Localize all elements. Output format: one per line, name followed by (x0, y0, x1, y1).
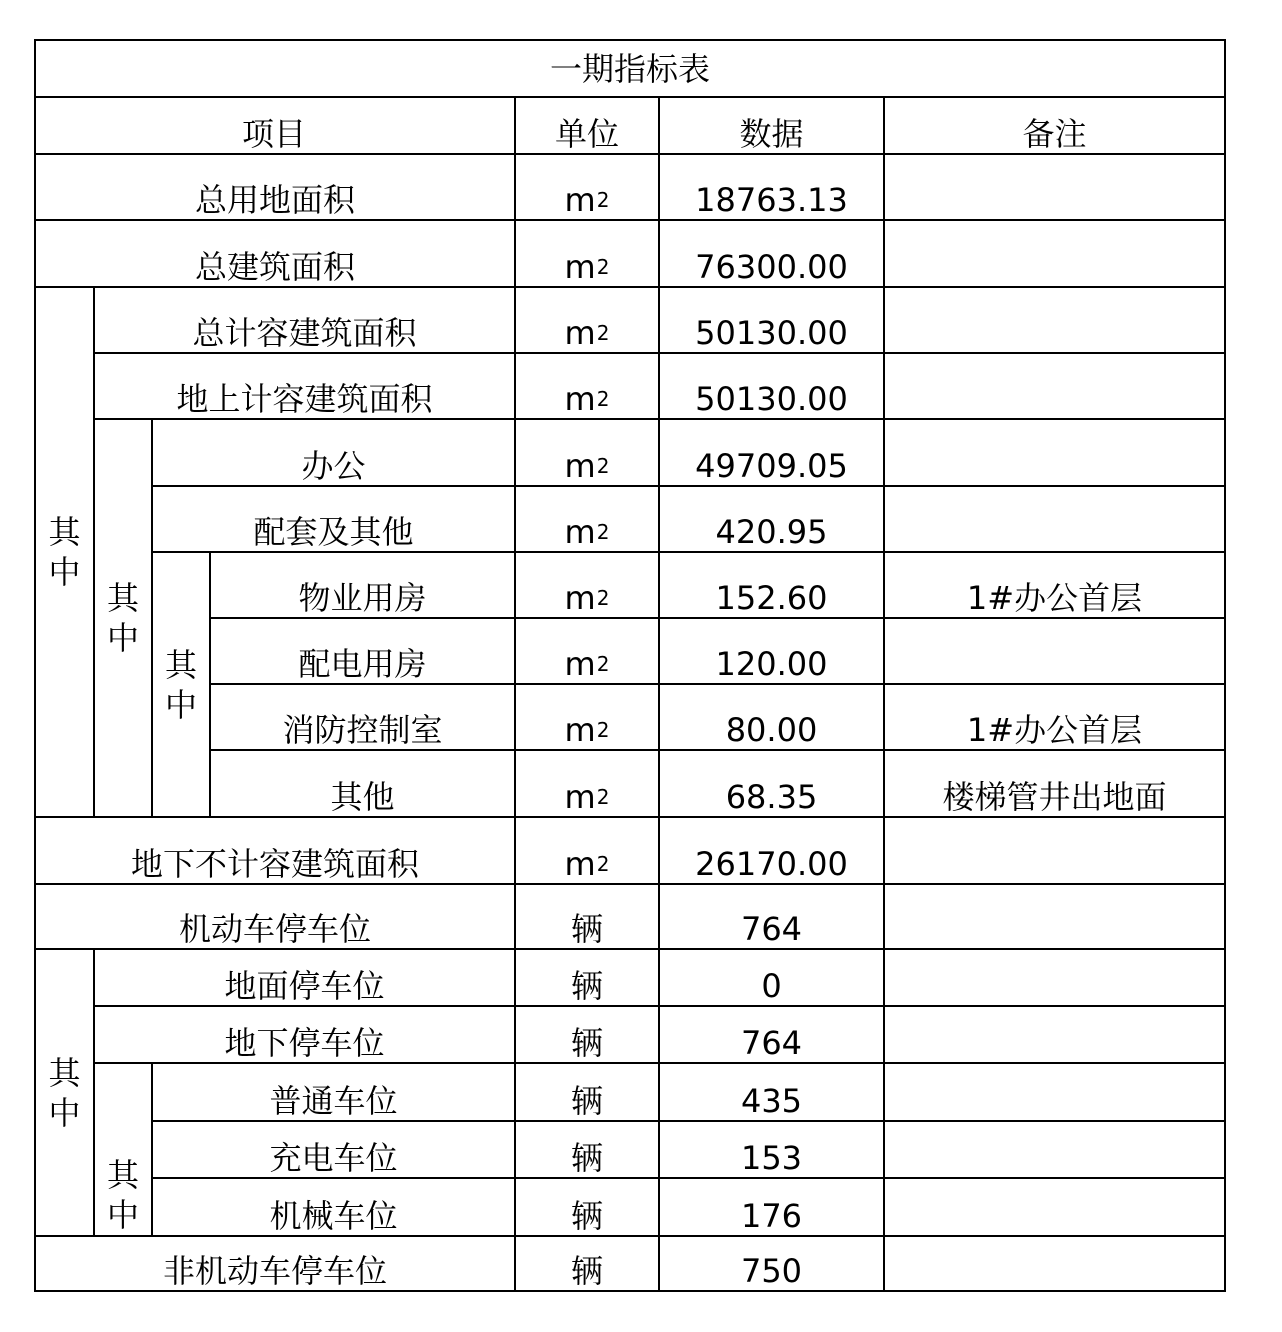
row-label: 总用地面积 (194, 181, 355, 219)
row-note (885, 1237, 1224, 1290)
row-value: 49709.05 (695, 447, 848, 485)
row-value: 18763.13 (695, 181, 848, 219)
row-note (885, 818, 1224, 883)
row-label: 配套及其他 (253, 513, 414, 551)
row-value: 152.60 (715, 579, 828, 617)
row-unit: 辆 (570, 1139, 603, 1177)
row-value: 50130.00 (695, 314, 848, 352)
row-label: 配电用房 (298, 645, 427, 683)
row-value: 50130.00 (695, 380, 848, 418)
header-data: 数据 (739, 115, 804, 153)
row-label: 其他 (330, 778, 395, 816)
row-label: 机械车位 (269, 1197, 398, 1235)
row-note (885, 950, 1224, 1005)
qizhong-label-2: 其 中 (106, 579, 139, 657)
row-label: 地下停车位 (224, 1024, 385, 1062)
row-label: 总建筑面积 (194, 248, 355, 286)
row-label: 地面停车位 (224, 967, 385, 1005)
row-unit: 辆 (570, 1024, 603, 1062)
row-note: 1#办公首层 (966, 711, 1143, 749)
row-note (885, 1122, 1224, 1177)
header-unit: 单位 (554, 115, 619, 153)
row-label: 总计容建筑面积 (192, 314, 417, 352)
row-note (885, 221, 1224, 286)
row-value: 76300.00 (695, 248, 848, 286)
row-label: 普通车位 (269, 1082, 398, 1120)
row-note (885, 619, 1224, 683)
row-unit: m 2 (564, 845, 610, 883)
row-label: 非机动车停车位 (162, 1252, 387, 1290)
row-note (885, 487, 1224, 551)
row-unit: m 2 (564, 380, 610, 418)
row-unit: m 2 (564, 778, 610, 816)
row-value: 750 (740, 1252, 803, 1290)
row-value: 764 (740, 910, 803, 948)
row-note (885, 1179, 1224, 1235)
row-value: 435 (740, 1082, 803, 1120)
row-note: 1#办公首层 (966, 579, 1143, 617)
row-unit: 辆 (570, 1252, 603, 1290)
row-note: 楼梯管井出地面 (942, 778, 1167, 816)
row-unit: m 2 (564, 513, 610, 551)
row-unit: 辆 (570, 1197, 603, 1235)
row-value: 0 (761, 967, 782, 1005)
row-unit: m 2 (564, 248, 610, 286)
row-value: 420.95 (715, 513, 828, 551)
row-unit: m 2 (564, 645, 610, 683)
row-unit: 辆 (570, 1082, 603, 1120)
row-note (885, 885, 1224, 948)
header-note: 备注 (1022, 115, 1087, 153)
qizhong-label-4: 其 中 (48, 1053, 81, 1132)
row-label: 机动车停车位 (178, 910, 371, 948)
row-label: 物业用房 (298, 579, 427, 617)
qizhong-label-5: 其 中 (106, 1156, 139, 1234)
row-unit: 辆 (570, 910, 603, 948)
row-unit: 辆 (570, 967, 603, 1005)
row-value: 80.00 (725, 711, 818, 749)
row-label: 地下不计容建筑面积 (130, 845, 419, 883)
row-label: 地上计容建筑面积 (176, 380, 433, 418)
row-value: 153 (740, 1139, 803, 1177)
row-value: 176 (740, 1197, 803, 1235)
row-unit: m 2 (564, 579, 610, 617)
row-label: 办公 (301, 447, 366, 485)
qizhong-label-3: 其 中 (164, 645, 197, 724)
qizhong-label-1: 其 中 (48, 513, 81, 591)
row-note (885, 354, 1224, 418)
row-label: 消防控制室 (282, 711, 443, 749)
row-note (885, 155, 1224, 219)
row-value: 120.00 (715, 645, 828, 683)
row-value: 68.35 (725, 778, 818, 816)
row-unit: m 2 (564, 314, 610, 352)
row-note (885, 420, 1224, 485)
row-unit: m 2 (564, 181, 610, 219)
row-note (885, 1007, 1224, 1062)
row-unit: m 2 (564, 447, 610, 485)
row-value: 764 (740, 1024, 803, 1062)
row-unit: m 2 (564, 711, 610, 749)
row-note (885, 1064, 1224, 1120)
table-title: 一期指标表 (549, 49, 710, 88)
header-item: 项目 (241, 115, 306, 153)
row-note (885, 288, 1224, 352)
row-label: 充电车位 (269, 1139, 398, 1177)
row-value: 26170.00 (695, 845, 848, 883)
